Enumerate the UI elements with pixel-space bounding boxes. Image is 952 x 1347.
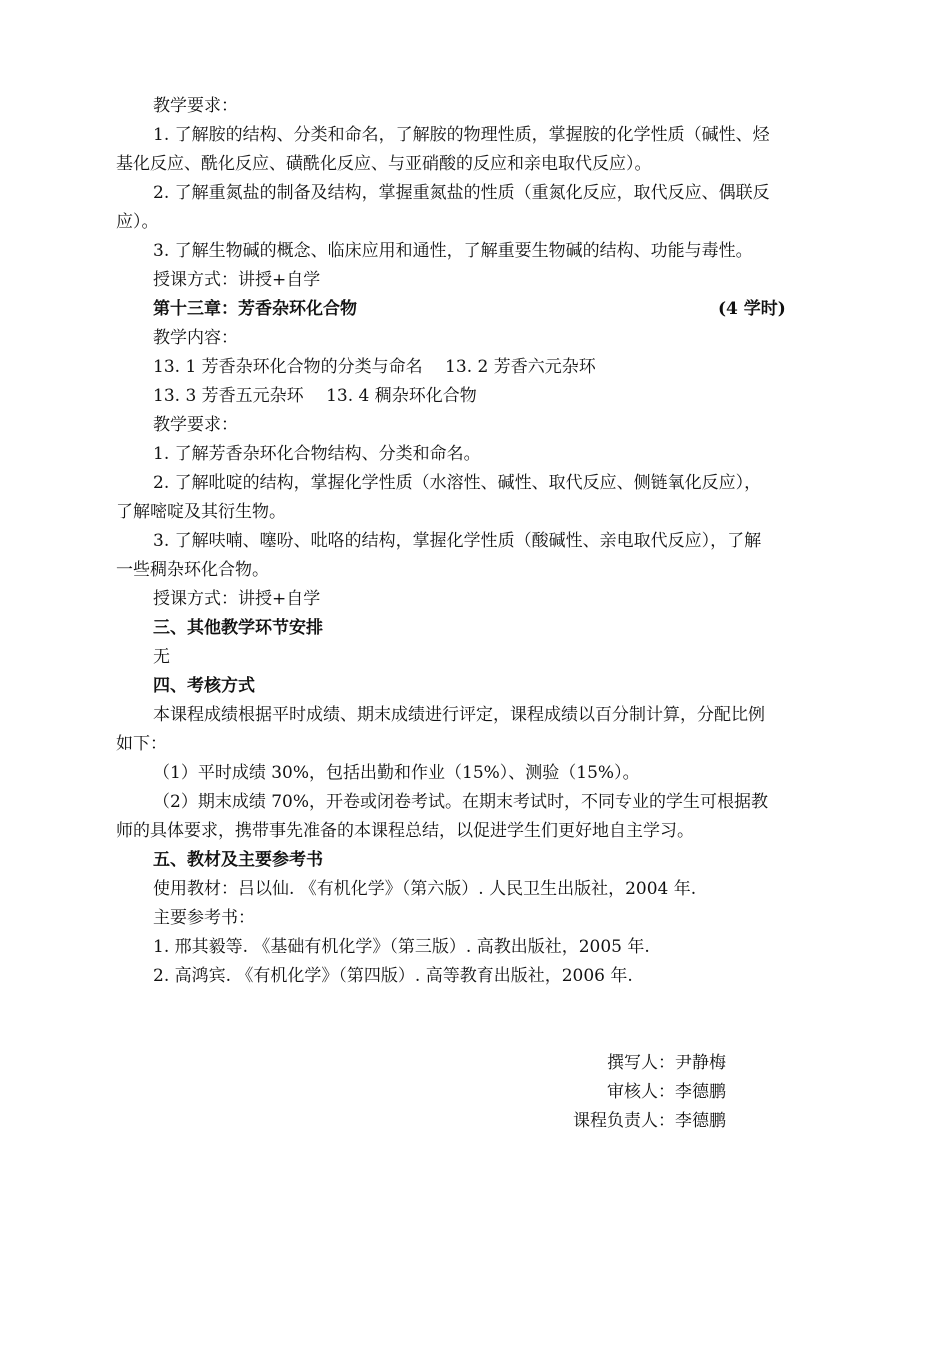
section-5-title: 五、教材及主要参考书 (153, 850, 323, 870)
reference-2: 2. 高鸿宾. 《有机化学》（第四版）. 高等教育出版社，2006 年. (153, 966, 633, 986)
ch13-teaching-method: 授课方式：讲授+自学 (153, 589, 321, 609)
section-4-item-2-line1: （2）期末成绩 70%，开卷或闭卷考试。在期末考试时，不同专业的学生可根据教 (153, 792, 769, 812)
signature-reviewer: 审核人：李德鹏 (607, 1082, 726, 1102)
ch12-requirement-1-line2: 基化反应、酰化反应、磺酰化反应、与亚硝酸的反应和亲电取代反应）。 (116, 154, 652, 174)
section-4-para-line1: 本课程成绩根据平时成绩、期末成绩进行评定，课程成绩以百分制计算，分配比例 (153, 705, 765, 725)
ch13-requirement-1: 1. 了解芳香杂环化合物结构、分类和命名。 (153, 444, 481, 464)
signature-course-lead: 课程负责人：李德鹏 (573, 1111, 726, 1131)
ch12-requirements-heading: 教学要求： (153, 96, 238, 116)
section-4-title: 四、考核方式 (153, 676, 255, 696)
ch13-content-line2: 13. 3 芳香五元杂环 13. 4 稠杂环化合物 (153, 386, 477, 406)
references-heading: 主要参考书： (153, 908, 255, 928)
signature-author: 撰写人：尹静梅 (607, 1053, 726, 1073)
section-4-item-2-line2: 师的具体要求，携带事先准备的本课程总结，以促进学生们更好地自主学习。 (116, 821, 694, 841)
ch13-content-line1: 13. 1 芳香杂环化合物的分类与命名 13. 2 芳香六元杂环 (153, 357, 596, 377)
ch13-content-heading: 教学内容： (153, 328, 238, 348)
ch12-requirement-3: 3. 了解生物碱的概念、临床应用和通性，了解重要生物碱的结构、功能与毒性。 (153, 241, 753, 261)
ch12-teaching-method: 授课方式：讲授+自学 (153, 270, 321, 290)
ch12-requirement-2-line1: 2. 了解重氮盐的制备及结构，掌握重氮盐的性质（重氮化反应，取代反应、偶联反 (153, 183, 770, 203)
ch12-requirement-2-line2: 应）。 (116, 212, 159, 232)
ch13-requirement-3-line2: 一些稠杂环化合物。 (116, 560, 269, 580)
section-3-title: 三、其他教学环节安排 (153, 618, 323, 638)
section-3-body: 无 (153, 647, 170, 667)
ch13-hours: (4 学时) (718, 299, 786, 319)
reference-1: 1. 邢其毅等. 《基础有机化学》（第三版）. 高教出版社，2005 年. (153, 937, 650, 957)
ch13-requirement-2-line2: 了解嘧啶及其衍生物。 (116, 502, 286, 522)
section-4-item-1: （1）平时成绩 30%，包括出勤和作业（15%）、测验（15%）。 (153, 763, 640, 783)
ch13-requirements-heading: 教学要求： (153, 415, 238, 435)
ch12-requirement-1-line1: 1. 了解胺的结构、分类和命名，了解胺的物理性质，掌握胺的化学性质（碱性、烃 (153, 125, 770, 145)
ch13-title: 第十三章：芳香杂环化合物 (153, 299, 357, 319)
ch13-requirement-2-line1: 2. 了解吡啶的结构，掌握化学性质（水溶性、碱性、取代反应、侧链氧化反应）， (153, 473, 762, 493)
section-4-para-line2: 如下： (116, 734, 167, 754)
textbook-line: 使用教材：吕以仙. 《有机化学》（第六版）. 人民卫生出版社，2004 年. (153, 879, 697, 899)
ch13-requirement-3-line1: 3. 了解呋喃、噻吩、吡咯的结构，掌握化学性质（酸碱性、亲电取代反应），了解 (153, 531, 762, 551)
